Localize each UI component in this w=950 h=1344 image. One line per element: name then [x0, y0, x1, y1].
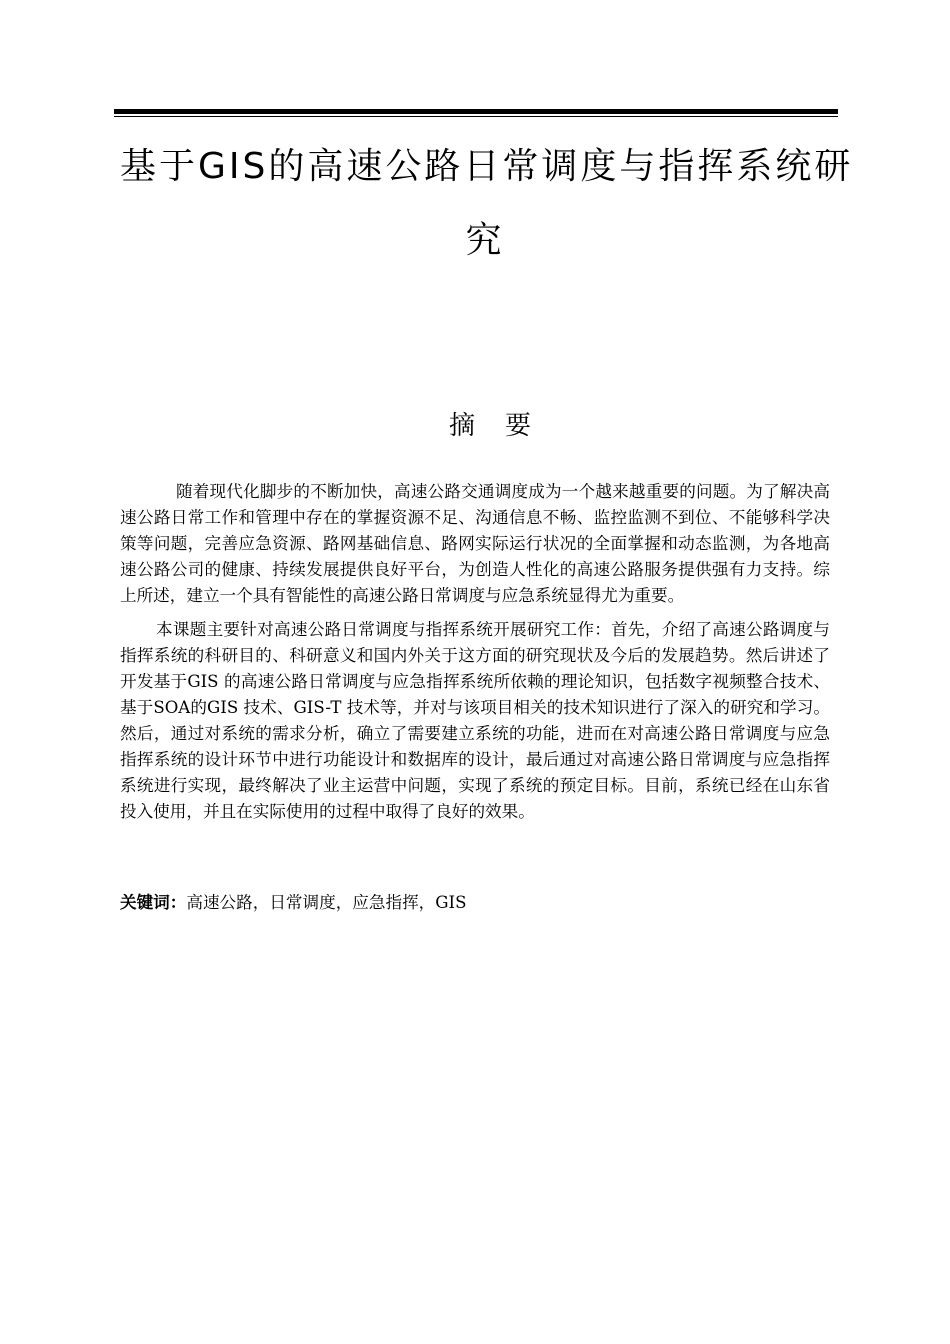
abstract-body: [120, 479, 830, 833]
keywords-label: 关键词：: [120, 892, 187, 912]
abstract-heading: 摘要: [448, 411, 561, 441]
abstract-paragraph-2: 本课题主要针对高速公路日常调度与指挥系统开展研究工作：首先，介绍了高速公路调度与指挥系统的科研目的、科研意义和国内外关于这方面的研究现状及今后的发展趋势。然后讲述了开发基于GIS 的高速公路日常调度与应急指挥系统所依赖的理论知识，包括数字视频整合技术、基于SOA的GIS 技术、GIS-T 技术等，并对与该项目相关的技术知识进行了深入的研究和学习。然后，通过对系统的需求分析，确立了需要建立系统的功能，进而在对高速公路日常调度与应急指挥系统的设计环节中进行功能设计和数据库的设计，最后通过对高速公路日常调度与应急指挥系统进行实现，最终解决了业主运营中问题，实现了系统的预定目标。目前，系统已经在山东省投入使用，并且在实际使用的过程中取得了良好的效果。: [120, 620, 830, 821]
keywords-value: 高速公路，日常调度，应急指挥，GIS: [186, 893, 467, 912]
keywords-line: [120, 889, 466, 916]
header-rule-thick: [114, 109, 838, 114]
header-rule-thin: [114, 116, 838, 117]
paper-title: [120, 136, 854, 272]
abstract-paragraph-1: 随着现代化脚步的不断加快，高速公路交通调度成为一个越来越重要的问题。为了解决高速公路日常工作和管理中存在的掌握资源不足、沟通信息不畅、监控监测不到位、不能够科学决策等问题，完善应急资源、路网基础信息、路网实际运行状况的全面掌握和动态监测，为各地高速公路公司的健康、持续发展提供良好平台，为创造人性化的高速公路服务提供强有力支持。综上所述，建立一个具有智能性的高速公路日常调度与应急系统显得尤为重要。: [120, 482, 830, 605]
paper-title-line-1: 基于GIS的高速公路日常调度与指挥系统研: [120, 146, 854, 187]
paper-title-line-2: 究: [465, 220, 505, 261]
